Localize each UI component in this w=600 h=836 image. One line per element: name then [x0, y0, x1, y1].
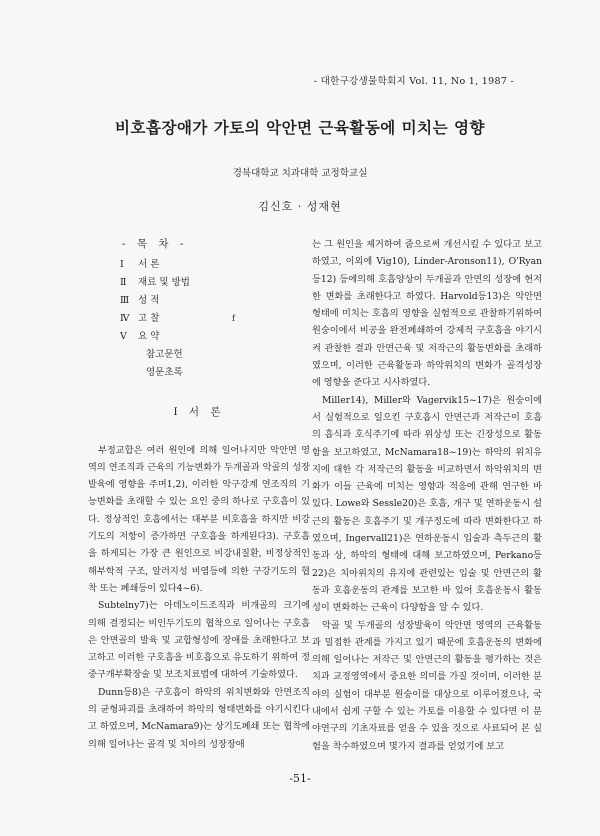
toc-item-label: 성 적	[138, 295, 160, 307]
toc-subitem-references: 참고문헌	[146, 349, 183, 361]
page-number: -51-	[289, 772, 311, 785]
toc-item-number: Ⅴ	[120, 331, 127, 343]
toc-item	[88, 256, 310, 274]
toc-item	[88, 274, 310, 292]
section-heading-introduction: Ⅰ 서 론	[173, 406, 225, 419]
journal-header: - 대한구강생물학회지 Vol. 11, No 1, 1987 -	[313, 76, 514, 87]
left-column	[88, 236, 310, 753]
toc-item-number: Ⅲ	[120, 295, 130, 307]
body-paragraph: Dunn등8)은 구호흡이 하악의 위치변화와 안면조직의 균형파괴를 초래하여 하악의 형태변화를 야기시킨다고 하였으며, McNamara9)는 상기도폐쇄 또는 협착에의해 일어나는 골격 및 치아의 성장장애	[88, 686, 310, 750]
body-paragraph: 부정교합은 여러 원인에 의해 일어나지만 악안면 영역의 연조직과 근육의 기능변화가 두개골과 악골의 성장발육에 영향을 주며1,2), 이러한 악구강계 연조직의 기능변화를 초래할 수 있는 요인 중의 하나로 구호흡이 있다. 정상적인 호흡에서는 대부분 비호흡을 하지만 비강기도의 저항이 증가하면 구호흡을 하게된다3). 구호흡을 하게되는 가장 큰 원인으로 비강내질환, 비정상적인 해부학적 구조, 알러지성 비염등에 의한 구강기도의 협착 또는 폐쇄등이 있다4~6).	[88, 444, 310, 594]
toc-item	[88, 328, 310, 346]
body-paragraph: 악골 및 두개골의 성장발육이 악안면 영역의 근육활동과 밀접한 관계를 가지고 있기 때문에 호흡운동의 변화에 의해 일어나는 저작근 및 안면근의 활동을 평가하는 것은 치과 교정영역에서 중요한 의미를 가질 것이며, 이러한 분야의 실험이 대부분 원숭이를 대상으로 이루어졌으나, 국내에서 쉽게 구할 수 있는 가토를 이용할 수 있다면 이 분야연구의 기초자료를 얻을 수 있을 것으로 사료되어 본 실험을 착수하였으며 몇가지 결과를 얻었기에 보고	[312, 619, 542, 752]
body-paragraph: Subtelny7)는 아데노이드조직과 비개골의 크기에 의해 결정되는 비인두기도의 협착으로 일어나는 구호흡은 안면골의 발육 및 교합형성에 장애를 초래한다고 보고하고 이러한 구호흡을 비호흡으로 유도하기 위하여 정중구개부확장술 및 보조치료법에 대하여 기술하였다.	[88, 600, 310, 681]
toc-subitem-abstract: 영문초록	[146, 367, 183, 379]
right-column	[312, 236, 542, 755]
body-paragraph: Miller14), Miller와 Vagervik15~17)은 원숭이에서 실험적으로 일으킨 구호흡시 안면근과 저작근이 호흡의 흡식과 호식주기에 따라 위상성 또는 긴장성으로 활동함을 보고하였고, McNamara18~19)는 하악의 위치유지에 대한 각 저작근의 활동을 비교하면서 하악위치의 변화가 이들 근육에 미치는 영향과 적응에 관해 연구한 바 있다. Lowe와 Sessle20)은 호흡, 개구 및 연하운동시 설근의 활동은 호흡주기 및 개구정도에 따라 변화한다고 하였으며, Ingervall21)은 연하운동시 입술과 측두근의 활동과 상, 하악의 형태에 대해 보고하였으며, Perkano등22)은 치아위치의 유지에 관련있는 입술 및 안면근의 활동과 호흡운동의 관계를 보고한 바 있어 호흡운동시 활동성이 변화하는 근육이 다양함을 알 수 있다.	[312, 394, 542, 614]
authors: 김신호 · 성재현	[258, 200, 342, 213]
toc-heading: - 목 차 -	[122, 238, 188, 250]
toc-item	[88, 310, 310, 328]
toc-item-label: 요 약	[138, 331, 160, 343]
toc-item-label: 재료 및 방법	[138, 277, 190, 289]
toc-item-number: Ⅱ	[120, 277, 127, 289]
paper-title: 비호흡장애가 가토의 악안면 근육활동에 미치는 영향	[115, 118, 485, 137]
toc-item	[88, 292, 310, 310]
toc-item-label: 서 론	[138, 259, 160, 271]
toc-item-label: 고 찰	[138, 313, 160, 325]
toc-item-number: Ⅰ	[120, 259, 124, 271]
toc-item-number: Ⅳ	[120, 313, 130, 325]
body-paragraph: 는 그 원인을 제거하여 줌으로써 개선시킬 수 있다고 보고하였고, 이외에 Vig10), Linder-Aronson11), O'Ryan등12) 등에의해 호흡양상이 두개골과 안면의 성장에 현저한 변화를 초래한다고 하였다. Harvold등13)은 악안면 형태에 미치는 호흡의 영향을 실험적으로 관찰하기위하여 원숭이에서 비공을 완전폐쇄하여 강제적 구호흡을 야기시켜 관찰한 결과 안면근육 및 저작근의 활동변화를 초래하였으며, 이러한 근육활동과 하악위치의 변화가 골격성장에 영향을 준다고 시사하였다.	[312, 239, 542, 389]
stray-mark: f	[232, 314, 235, 323]
affiliation: 경북대학교 치과대학 교정학교실	[232, 168, 368, 179]
